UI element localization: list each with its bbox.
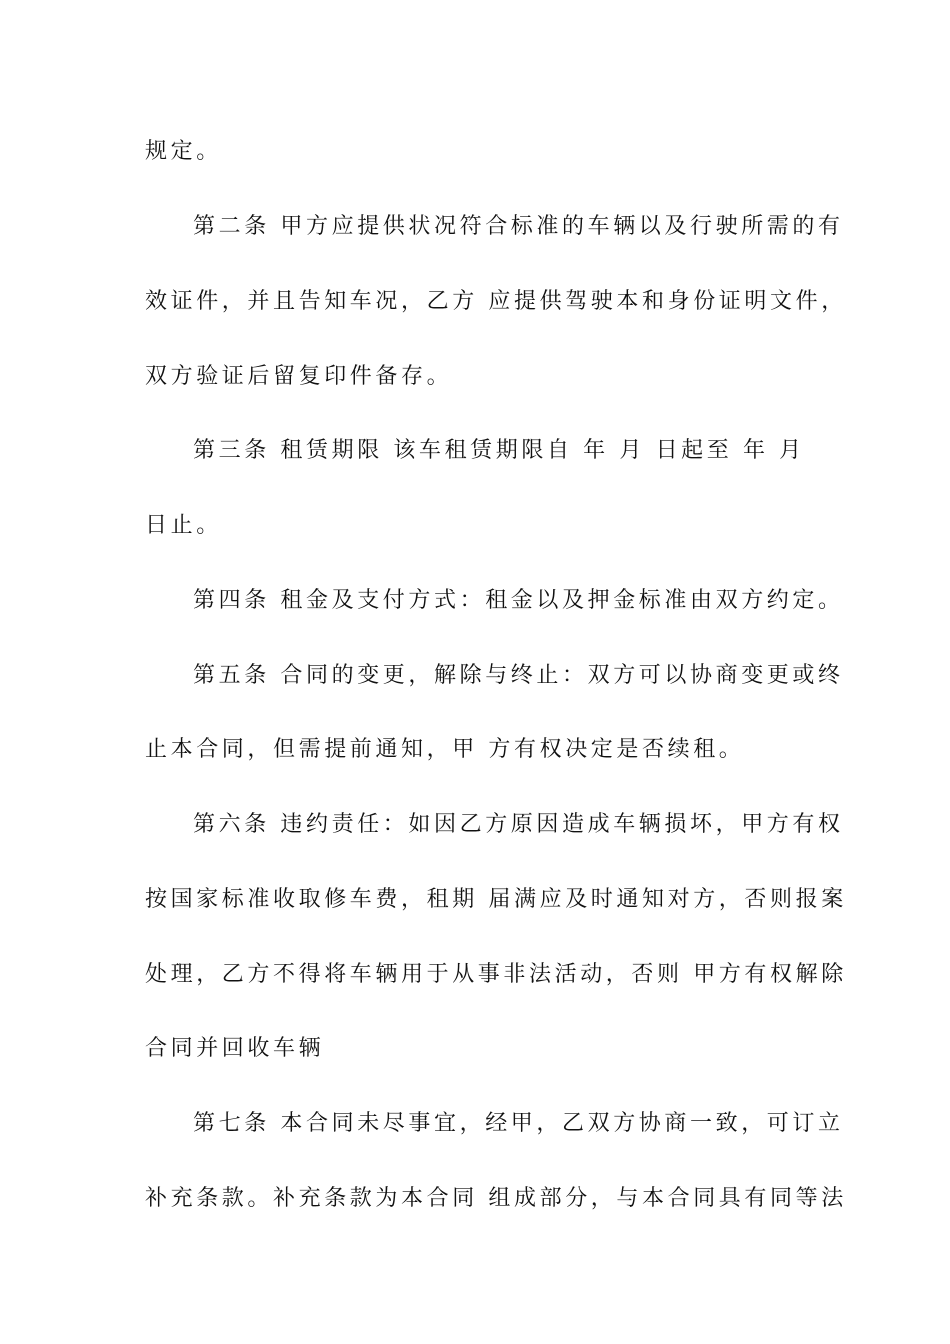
text-line: 按国家标准收取修车费，租期 届满应及时通知对方，否则报案 xyxy=(145,887,847,912)
text-line: 日止。 xyxy=(145,513,222,538)
article-2-line: 第二条 甲方应提供状况符合标准的车辆以及行驶所需的有 xyxy=(193,214,844,239)
text-line: 补充条款。补充条款为本合同 组成部分，与本合同具有同等法 xyxy=(145,1186,847,1211)
text-line: 合同并回收车辆 xyxy=(145,1036,325,1061)
article-7-line: 第七条 本合同未尽事宜，经甲，乙双方协商一致，可订立 xyxy=(193,1111,844,1136)
text-line: 处理，乙方不得将车辆用于从事非法活动，否则 甲方有权解除 xyxy=(145,962,847,987)
article-6-line: 第六条 违约责任：如因乙方原因造成车辆损坏，甲方有权 xyxy=(193,812,844,837)
text-line: 双方验证后留复印件备存。 xyxy=(145,364,453,389)
text-line: 规定。 xyxy=(145,139,222,164)
text-line: 止本合同，但需提前通知，甲 方有权决定是否续租。 xyxy=(145,737,745,762)
article-3-line: 第三条 租赁期限 该车租赁期限自 年 月 日起至 年 月 xyxy=(193,438,805,463)
text-line: 效证件，并且告知车况，乙方 应提供驾驶本和身份证明文件， xyxy=(145,289,847,314)
article-5-line: 第五条 合同的变更，解除与终止：双方可以协商变更或终 xyxy=(193,663,844,688)
article-4-line: 第四条 租金及支付方式：租金以及押金标准由双方约定。 xyxy=(193,588,844,613)
